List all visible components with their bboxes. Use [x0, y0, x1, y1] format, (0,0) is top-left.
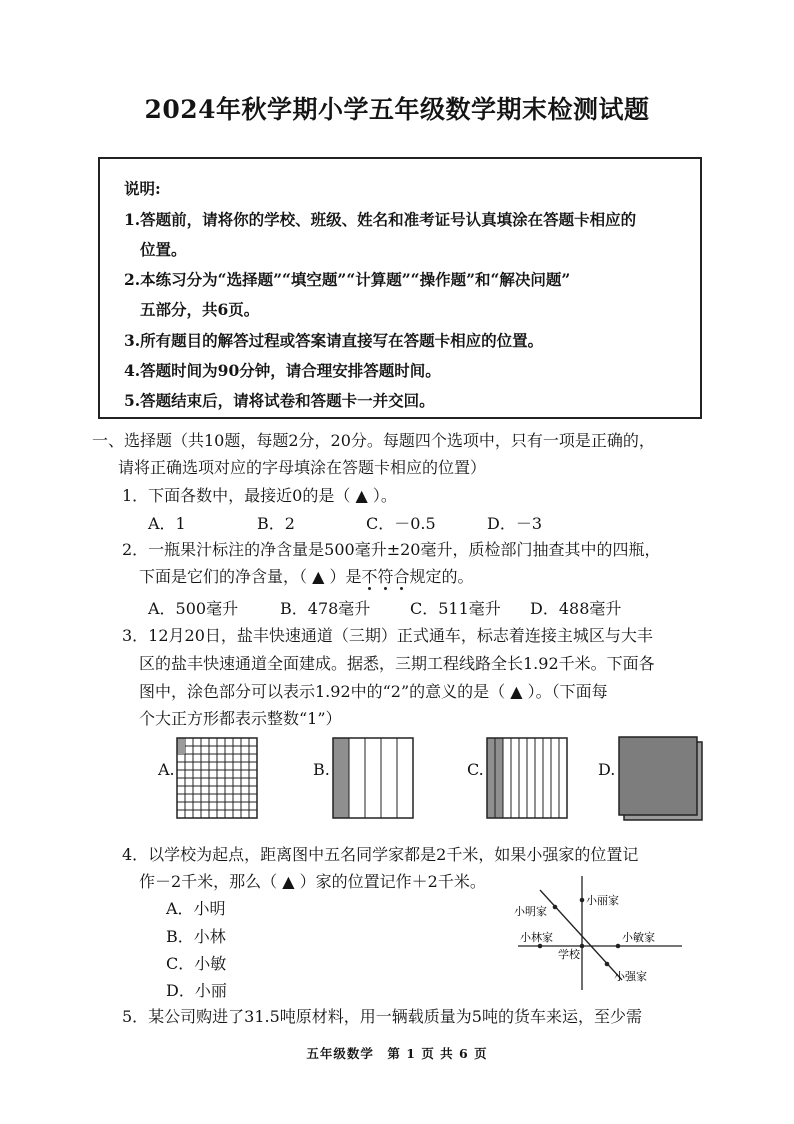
q2-option-c: C．511毫升 — [410, 599, 501, 618]
q3-option-d-label: D. — [598, 760, 616, 779]
label-xiaoming: 小明家 — [514, 905, 547, 918]
instruction-line: 五部分，共6页。 — [140, 300, 260, 319]
page-footer: 五年级数学 第 1 页 共 6 页 — [306, 1046, 488, 1061]
section-heading: 一、选择题（共10题，每题2分，20分。每题四个选项中，只有一项是正确的， — [92, 431, 655, 450]
page-title: 2024年秋学期小学五年级数学期末检测试题 — [144, 95, 650, 124]
question-3-stem-line: 区的盐丰快速通道全面建成。据悉，三期工程线路全长1.92千米。下面各 — [139, 654, 655, 673]
q2-option-d: D．488毫升 — [530, 599, 622, 618]
q3-option-b-label: B. — [313, 760, 330, 779]
q1-option-c: C．－0.5 — [366, 514, 436, 533]
label-xiaoqiang: 小强家 — [614, 970, 647, 983]
instruction-line: 2.本练习分为“选择题”“填空题”“计算题”“操作题”和“解决问题” — [124, 270, 571, 289]
q3-option-a-label: A. — [158, 760, 175, 779]
question-3-stem-line: 个大正方形都表示整数“1”） — [139, 709, 342, 728]
question-1-stem: 1．下面各数中，最接近0的是（ ▲ ）。 — [122, 486, 397, 505]
label-xiaoli: 小丽家 — [586, 894, 619, 907]
label-xiaolin: 小林家 — [520, 931, 553, 944]
question-4-stem: 4．以学校为起点，距离图中五名同学家都是2千米，如果小强家的位置记 — [122, 845, 639, 864]
q3-figure-c-tenths — [486, 737, 568, 819]
q3-figure-d-whole — [618, 736, 704, 822]
q1-option-b: B．2 — [257, 514, 295, 533]
instruction-line: 5.答题结束后，请将试卷和答题卡一并交回。 — [124, 391, 435, 410]
instruction-line: 1.答题前，请将你的学校、班级、姓名和准考证号认真填涂在答题卡相应的 — [124, 210, 637, 229]
q3-option-c-label: C. — [467, 760, 484, 779]
label-school: 学校 — [558, 948, 580, 961]
q1-option-d: D．－3 — [487, 514, 543, 533]
instructions-box — [98, 157, 702, 419]
question-2-stem: 2．一瓶果汁标注的净含量是500毫升±20毫升，质检部门抽查其中的四瓶， — [122, 540, 661, 559]
q4-option-a: A．小明 — [166, 899, 226, 918]
grid-shaded-cells — [177, 738, 185, 754]
q2-option-a: A．500毫升 — [148, 599, 239, 618]
question-2-stem-line2: 下面是它们的净含量，（ ▲ ）是不符合规定的。 — [139, 567, 474, 586]
section-note: 请将正确选项对应的字母填涂在答题卡相应的位置） — [118, 458, 487, 477]
q2-option-b: B．478毫升 — [280, 599, 371, 618]
q4-option-b: B．小林 — [166, 927, 226, 946]
q4-location-map — [510, 870, 690, 995]
q4-option-d: D．小丽 — [166, 981, 227, 1000]
question-3-stem: 3．12月20日，盐丰快速通道（三期）正式通车，标志着连接主城区与大丰 — [122, 626, 653, 645]
q4-option-c: C．小敏 — [166, 954, 227, 973]
q3-figure-b-tenths — [332, 737, 414, 819]
q1-option-a: A．1 — [148, 514, 186, 533]
instruction-line: 3.所有题目的解答过程或答案请直接写在答题卡相应的位置。 — [124, 331, 544, 350]
instructions-heading: 说明: — [124, 179, 161, 198]
label-xiaomin: 小敏家 — [622, 931, 655, 944]
instruction-line: 4.答题时间为90分钟，请合理安排答题时间。 — [124, 361, 441, 380]
question-3-stem-line: 图中，涂色部分可以表示1.92中的“2”的意义的是（ ▲ ）。（下面每 — [139, 682, 608, 701]
question-5-stem: 5．某公司购进了31.5吨原材料，用一辆载质量为5吨的货车来运，至少需 — [122, 1007, 642, 1026]
instruction-line: 位置。 — [140, 240, 187, 259]
question-4-stem-line: 作－2千米，那么（ ▲ ）家的位置记作＋2千米。 — [139, 872, 486, 891]
q3-figure-a-grid — [176, 737, 258, 819]
